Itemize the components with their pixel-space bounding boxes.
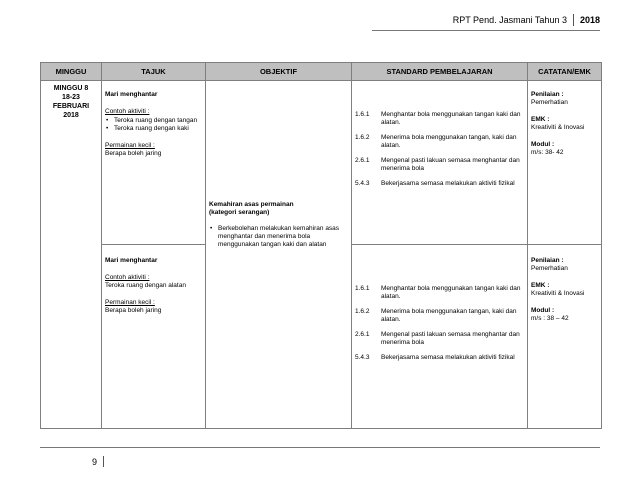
minggu-line: FEBRUARI: [52, 103, 90, 110]
tajuk-cell: [102, 245, 206, 429]
minggu-cell: [41, 81, 102, 429]
contoh-label: Contoh aktiviti :: [105, 108, 150, 115]
page-number: 9: [92, 456, 98, 467]
standard-item: [355, 157, 524, 173]
standard-number: 5.4.3: [355, 354, 370, 361]
standard-list: [355, 285, 524, 362]
standard-text: Menghantar bola menggunakan tangan kaki dan alatan.: [381, 285, 521, 300]
contoh-list: [105, 117, 202, 133]
tajuk-title: Mari menghantar: [105, 257, 158, 264]
col-header-standard: STANDARD PEMBELAJARAN: [352, 63, 528, 81]
standard-item: [355, 180, 524, 188]
standard-list: [355, 111, 524, 188]
emk-text: Kreativiti & Inovasi: [531, 124, 585, 131]
standard-text: Menerima bola menggunakan tangan, kaki dan alatan.: [381, 134, 517, 149]
standard-number: 1.6.1: [355, 111, 370, 118]
standard-cell: [352, 81, 528, 245]
header-title: RPT Pend. Jasmani Tahun 3: [452, 15, 567, 25]
col-header-objektif: OBJEKTIF: [206, 63, 352, 81]
footer-separator: [103, 456, 104, 467]
emk-label: EMK :: [531, 116, 550, 123]
standard-number: 5.4.3: [355, 180, 370, 187]
standard-item: [355, 354, 524, 362]
standard-text: Mengenal pasti lakuan semasa menghantar dan menerima bola: [381, 331, 520, 346]
standard-item: [355, 134, 524, 150]
lesson-plan-table: [40, 62, 602, 429]
objektif-subtitle: (kategori serangan): [209, 208, 270, 216]
modul-text: m/s: 38- 42: [531, 149, 564, 156]
col-header-minggu: MINGGU: [41, 63, 102, 81]
standard-text: Bekerjasama semasa melakukan aktiviti fizikal: [381, 354, 515, 361]
permainan-text: Berapa boleh jaring: [105, 150, 162, 157]
penilaian-label: Penilaian :: [531, 91, 564, 98]
standard-number: 2.6.1: [355, 157, 370, 164]
standard-item: [355, 331, 524, 347]
standard-number: 1.6.1: [355, 285, 370, 292]
permainan-text: Berapa boleh jaring: [105, 307, 162, 314]
permainan-label: Permainan kecil :: [105, 142, 155, 149]
standard-number: 1.6.2: [355, 308, 370, 315]
header-rule: [372, 30, 600, 31]
header-year: 2018: [579, 15, 600, 25]
minggu-line: 18-23: [62, 94, 80, 101]
standard-number: 1.6.2: [355, 134, 370, 141]
tajuk-title: Mari menghantar: [105, 91, 158, 98]
standard-item: [355, 111, 524, 127]
minggu-line: 2018: [63, 112, 79, 119]
contoh-text: Teroka ruang dengan alatan: [105, 282, 186, 289]
list-item: • Berkebolehan melakukan kemahiran asas menghantar dan menerima bola menggunakan tangan kaki dan alatan: [218, 225, 348, 249]
list-item: • Teroka ruang dengan kaki: [114, 125, 202, 133]
minggu-line: MINGGU 8: [53, 85, 89, 92]
standard-text: Menerima bola menggunakan tangan, kaki dan alatan.: [381, 308, 517, 323]
emk-label: EMK :: [531, 282, 550, 289]
standard-number: 2.6.1: [355, 331, 370, 338]
contoh-label: Contoh aktiviti :: [105, 274, 150, 281]
penilaian-text: Pemerhatian: [531, 99, 568, 106]
page-footer: [92, 456, 104, 467]
table-row: [41, 81, 602, 245]
penilaian-label: Penilaian :: [531, 257, 564, 264]
header-separator: [573, 14, 574, 26]
standard-item: [355, 308, 524, 324]
objektif-cell: [206, 81, 352, 429]
penilaian-text: Pemerhatian: [531, 265, 568, 272]
tajuk-cell: [102, 81, 206, 245]
table-header-row: [41, 63, 602, 81]
catatan-cell: [528, 245, 602, 429]
standard-cell: [352, 245, 528, 429]
objektif-title: Kemahiran asas permainan: [209, 200, 294, 208]
col-header-catatan: CATATAN/EMK: [528, 63, 602, 81]
modul-label: Modul :: [531, 307, 555, 314]
standard-item: [355, 285, 524, 301]
standard-text: Menghantar bola menggunakan tangan kaki dan alatan.: [381, 111, 521, 126]
list-item: • Teroka ruang dengan tangan: [114, 117, 202, 125]
modul-text: m/s : 38 – 42: [531, 315, 569, 322]
permainan-label: Permainan kecil :: [105, 299, 155, 306]
emk-text: Kreativiti & Inovasi: [531, 290, 585, 297]
modul-label: Modul :: [531, 141, 555, 148]
standard-text: Bekerjasama semasa melakukan aktiviti fizikal: [381, 180, 515, 187]
standard-text: Mengenal pasti lakuan semasa menghantar dan menerima bola: [381, 157, 520, 172]
page-header: [453, 14, 600, 26]
col-header-tajuk: TAJUK: [102, 63, 206, 81]
footer-rule: [40, 447, 600, 448]
objektif-list: [209, 225, 348, 249]
catatan-cell: [528, 81, 602, 245]
